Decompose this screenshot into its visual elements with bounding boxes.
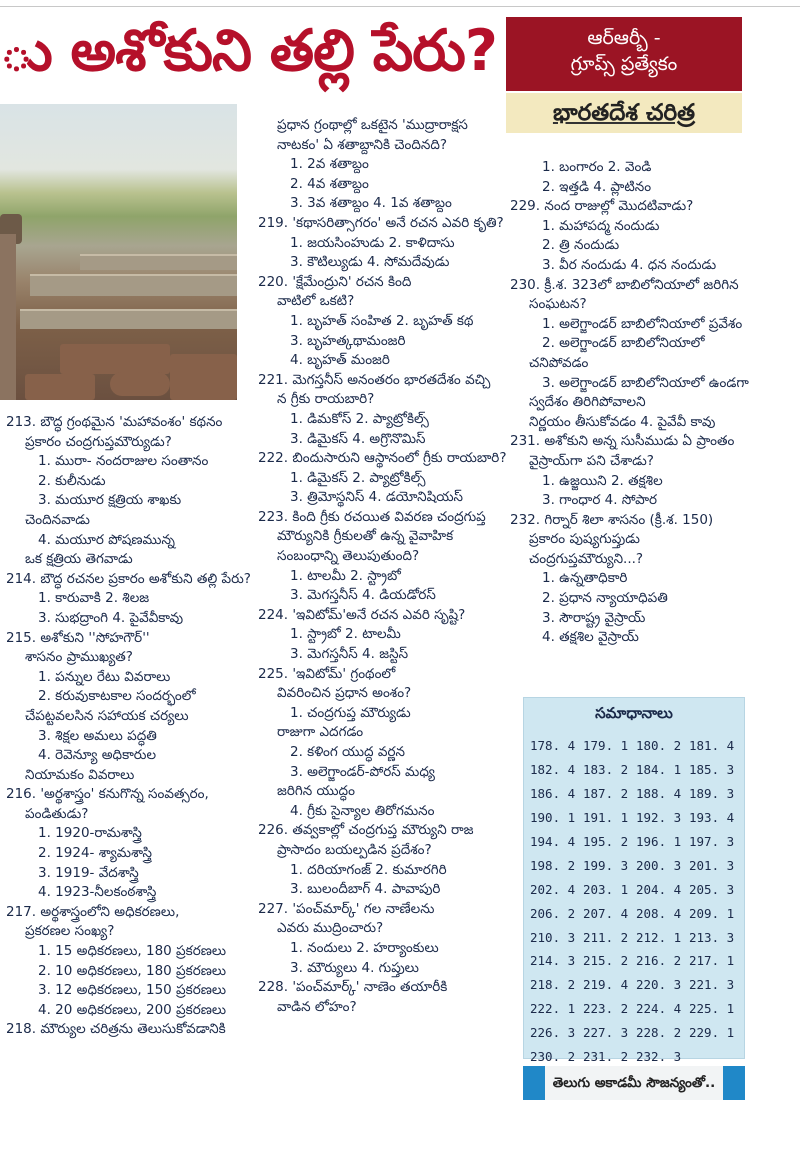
answer-cell: 221. 3 bbox=[689, 977, 735, 993]
answer-cell bbox=[689, 1045, 734, 1069]
answer-cell: 191. 1 bbox=[583, 810, 629, 826]
option-line: 3. 3వ శతాబ్దం 4. 1వ శతాబ్దం bbox=[290, 195, 452, 212]
option-line: 3. మెగస్తనీస్ 4. జస్టిస్ bbox=[290, 646, 409, 663]
text-line: శాసనం ప్రాముఖ్యత? bbox=[25, 649, 133, 666]
answer-cell: 196. 1 bbox=[636, 834, 682, 849]
option-line: 4. 1923-నీలకంఠశాస్త్రి bbox=[38, 884, 157, 901]
text-line: నాటకం' ఏ శతాబ్దానికి చెందినది? bbox=[277, 136, 448, 153]
question-line: 223. కింది గ్రీకు రచయిత వివరణ చంద్రగుప్త bbox=[258, 508, 486, 525]
option-line: 3. సౌరాష్ట్ర వైస్రాయ్ bbox=[542, 609, 646, 626]
answer-cell: 227. 3 bbox=[583, 1025, 629, 1041]
option-line: 1. అలెగ్జాండర్ బాబిలోనియాలో ప్రవేశం bbox=[542, 315, 743, 332]
text-line: ఎవరు ముద్రించారు? bbox=[277, 920, 384, 937]
answer-cell: 216. 2 bbox=[636, 953, 682, 969]
option-line: 3. 1919- వేదశాస్త్రి bbox=[38, 864, 139, 881]
option-line: 3. శిక్షల అమలు పద్ధతి bbox=[38, 727, 157, 744]
text-line: వాడిన లోహం? bbox=[277, 998, 357, 1015]
category-badge bbox=[506, 17, 742, 91]
option-line: 3. అలెగ్జాండర్ బాబిలోనియాలో ఉండగా bbox=[542, 374, 749, 391]
option-line: 3. మౌర్యులు 4. గుప్తులు bbox=[290, 959, 419, 976]
option-line: 1. దరియాగంజ్ 2. కుమారగిరి bbox=[290, 861, 447, 878]
question-line: 222. బిందుసారుని ఆస్థానంలో గ్రీకు రాయబారి? bbox=[258, 450, 507, 467]
option-line: 2. త్రి నందుడు bbox=[542, 237, 620, 254]
answer-row bbox=[530, 973, 734, 997]
answer-cell: 200. 3 bbox=[636, 857, 682, 873]
question-column-1 bbox=[6, 413, 251, 1040]
option-line: 4. తక్షశిల వైస్రాయ్ bbox=[542, 629, 639, 646]
answer-row bbox=[530, 782, 734, 806]
text-line: ప్రాసాదం బయల్పడిన ప్రదేశం? bbox=[277, 841, 432, 858]
option-line: 1. టాలమీ 2. స్ట్రాబో bbox=[290, 567, 401, 584]
option-line: 1. మురా- నందరాజుల సంతానం bbox=[38, 453, 209, 470]
answer-cell: 206. 2 bbox=[530, 905, 576, 921]
answer-cell: 213. 3 bbox=[689, 929, 735, 945]
text-line: పండితుడు? bbox=[25, 805, 89, 822]
option-line: 4. రెవెన్యూ అధికారుల bbox=[38, 747, 157, 764]
text-line: మౌర్యునికి గ్రీకులతో ఉన్న వైవాహిక bbox=[277, 528, 454, 545]
answer-cell: 210. 3 bbox=[530, 929, 576, 945]
answer-cell: 201. 3 bbox=[689, 857, 735, 873]
option-line: 2. 10 అధికరణలు, 180 ప్రకరణలు bbox=[38, 962, 227, 979]
question-line: 225. 'ఇవిటోమ్' గ్రంథంలో bbox=[258, 665, 396, 682]
text-line: జరిగిన యుద్ధం bbox=[277, 783, 355, 800]
answer-cell: 211. 2 bbox=[583, 929, 629, 945]
answer-cell: 181. 4 bbox=[689, 738, 735, 754]
answer-cell: 192. 3 bbox=[636, 810, 682, 826]
option-line: 1. ఉజ్జయిని 2. తక్షశిల bbox=[542, 472, 663, 489]
question-column-3 bbox=[510, 158, 749, 648]
answer-cell: 190. 1 bbox=[530, 810, 576, 826]
option-line: 1. మహాపద్మ నందుడు bbox=[542, 217, 660, 234]
answer-cell: 230. 2 bbox=[530, 1049, 576, 1065]
option-line: 1. 2వ శతాబ్దం bbox=[290, 156, 369, 173]
answer-cell: 197. 3 bbox=[689, 834, 735, 849]
option-line: 2. కరువుకాటకాల సందర్భంలో bbox=[38, 688, 196, 705]
answer-cell: 203. 1 bbox=[583, 881, 629, 897]
answer-cell: 214. 3 bbox=[530, 953, 576, 969]
option-line: 2. ఇత్తడి 4. ప్లాటినం bbox=[542, 178, 652, 195]
option-line: 3. అలెగ్జాండర్-పోరస్ మధ్య bbox=[290, 763, 435, 780]
text-line: చెందినవాడు bbox=[25, 511, 90, 528]
question-line: 219. 'కథాసరిత్సాగరం' అనే రచన ఎవరి కృతి? bbox=[258, 214, 504, 231]
question-column-2 bbox=[258, 116, 506, 1017]
answer-cell: 208. 4 bbox=[636, 905, 682, 921]
answer-cell: 186. 4 bbox=[530, 786, 576, 802]
text-line: చంద్రగుప్తమౌర్యుని...? bbox=[529, 550, 644, 567]
answer-cell: 204. 4 bbox=[636, 881, 682, 897]
answer-row bbox=[530, 853, 734, 877]
answer-row bbox=[530, 997, 734, 1021]
answer-cell: 184. 1 bbox=[636, 762, 682, 778]
answer-cell: 188. 4 bbox=[636, 786, 682, 802]
option-line: 3. బులందీబాగ్ 4. పావాపురి bbox=[290, 881, 441, 898]
text-line: నిర్ణయం తీసుకోవడం 4. పైవేవీ కావు bbox=[529, 413, 716, 430]
option-line: 1. ఉన్నతాధికారి bbox=[542, 570, 628, 587]
question-line: 229. నంద రాజుల్లో మొదటివాడు? bbox=[510, 198, 694, 215]
option-line: 1. 1920-రామశాస్త్రి bbox=[38, 825, 142, 842]
answer-cell: 209. 1 bbox=[689, 905, 735, 921]
answer-cell: 189. 3 bbox=[689, 786, 735, 802]
answer-row bbox=[530, 758, 734, 782]
answer-cell: 229. 1 bbox=[689, 1025, 735, 1041]
option-line: 1. బంగారం 2. వెండి bbox=[542, 159, 652, 175]
answer-cell: 182. 4 bbox=[530, 762, 576, 778]
answer-cell: 180. 2 bbox=[636, 738, 682, 754]
text-line: ఒక క్షత్రియ తెగవాడు bbox=[25, 551, 133, 568]
answer-cell: 195. 2 bbox=[583, 834, 629, 849]
answer-cell: 178. 4 bbox=[530, 738, 576, 754]
text-line: చనిపోవడం bbox=[529, 354, 589, 371]
top-rule bbox=[0, 6, 800, 7]
answer-cell: 205. 3 bbox=[689, 881, 735, 897]
option-line: 3. మెగస్తనీస్ 4. డియడోరస్ bbox=[290, 587, 436, 604]
answer-row bbox=[530, 901, 734, 925]
answer-cell: 219. 4 bbox=[583, 977, 629, 993]
option-line: 4. 20 అధికరణలు, 200 ప్రకరణలు bbox=[38, 1001, 227, 1018]
answer-cell: 218. 2 bbox=[530, 977, 576, 993]
option-line: 2. అలెగ్జాండర్ బాబిలోనియాలో bbox=[542, 335, 705, 352]
option-line: 3. సుభద్రాంగి 4. పైవేవీకావు bbox=[38, 609, 184, 626]
question-line: 216. 'అర్థశాస్త్రం' కనుగొన్న సంవత్సరం, bbox=[6, 786, 209, 803]
question-line: 215. అశోకుని ''సోహగౌర్'' bbox=[6, 629, 150, 646]
option-line: 1. చంద్రగుప్త మౌర్యుడు bbox=[290, 704, 411, 721]
text-line: చేపట్టవలసిన సహాయక చర్యలు bbox=[25, 707, 189, 724]
question-line: 217. అర్థశాస్త్రంలోని అధికరణలు, bbox=[6, 903, 180, 920]
option-line: 2. 1924- శ్యామశాస్త్రి bbox=[38, 845, 153, 862]
question-line: 232. గిర్నార్ శిలా శాసనం (క్రీ.శ. 150) bbox=[510, 511, 714, 528]
text-line: ప్రకారం పుష్యగుప్తుడు bbox=[529, 531, 640, 548]
answer-cell: 202. 4 bbox=[530, 881, 576, 897]
text-line: స్వదేశం తిరిగిపోవాలని bbox=[529, 394, 646, 411]
option-line: 1. కారువాకి 2. శిలజ bbox=[38, 590, 150, 607]
answer-row bbox=[530, 949, 734, 973]
answer-cell: 232. 3 bbox=[636, 1049, 682, 1065]
question-line: 230. క్రీ.శ. 323లో బాబిలోనియాలో జరిగిన bbox=[510, 276, 739, 293]
answer-row bbox=[530, 734, 734, 758]
text-line: సంఘటన? bbox=[529, 296, 587, 313]
answer-cell: 215. 2 bbox=[583, 953, 629, 969]
text-line: రాజుగా ఎదగడం bbox=[277, 724, 364, 741]
answer-cell: 199. 3 bbox=[583, 857, 629, 873]
answer-row bbox=[530, 877, 734, 901]
answer-cell: 183. 2 bbox=[583, 762, 629, 778]
answer-cell: 193. 4 bbox=[689, 810, 735, 826]
option-line: 3. గాంధార 4. సోపార bbox=[542, 492, 658, 509]
option-line: 1. డిమకోస్ 2. ప్యాట్రోకిల్స్ bbox=[290, 410, 429, 427]
option-line: 1. స్ట్రాబో 2. టాలమీ bbox=[290, 626, 401, 643]
answer-cell: 207. 4 bbox=[583, 905, 629, 921]
answer-cell: 217. 1 bbox=[689, 953, 735, 969]
option-line: 1. 15 అధికరణలు, 180 ప్రకరణలు bbox=[38, 943, 227, 960]
answers-box bbox=[523, 697, 745, 1065]
answer-cell: 223. 2 bbox=[583, 1001, 629, 1017]
answers-title: సమాధానాలు bbox=[595, 704, 673, 722]
option-line: 1. పన్నుల రేటు వివరాలు bbox=[38, 668, 171, 685]
answer-row bbox=[530, 830, 734, 854]
option-line: 1. బృహత్ సంహిత 2. బృహత్ కథ bbox=[290, 312, 474, 329]
question-line: 218. మౌర్యుల చరిత్రను తెలుసుకోవడానికి bbox=[6, 1021, 226, 1038]
text-line: వైస్రాయ్‌గా పని చేశాడు? bbox=[529, 452, 654, 469]
answers-table bbox=[530, 734, 734, 1068]
answer-cell: 198. 2 bbox=[530, 857, 576, 873]
text-line: న గ్రీకు రాయబారి? bbox=[277, 391, 375, 408]
text-line: వివరించిన ప్రధాన అంశం? bbox=[277, 685, 412, 702]
option-line: 3. కౌటిల్యుడు 4. సోమదేవుడు bbox=[290, 254, 450, 271]
answer-cell: 224. 4 bbox=[636, 1001, 682, 1017]
text-line: ప్రకారం చంద్రగుప్తమౌర్యుడు? bbox=[25, 433, 172, 450]
question-line: 224. 'ఇవిటోమ్'అనే రచన ఎవరి సృష్టి? bbox=[258, 606, 466, 623]
option-line: 2. కళింగ యుద్ధ వర్ణన bbox=[290, 744, 405, 760]
footer-left-bar bbox=[523, 1066, 545, 1100]
footer-text: తెలుగు అకాడమీ సౌజన్యంతో.. bbox=[552, 1075, 716, 1091]
option-line: 1. డిమైకస్ 2. ప్యాట్రోకిల్స్ bbox=[290, 469, 426, 486]
answer-cell: 212. 1 bbox=[636, 929, 682, 945]
option-line: 3. బృహత్కథామంజరి bbox=[290, 332, 406, 349]
question-line: 228. 'పంచ్‌మార్క్' నాణెం తయారీకి bbox=[258, 979, 448, 996]
text-line: ప్రకరణల సంఖ్య? bbox=[25, 923, 115, 940]
option-line: 3. వీర నందుడు 4. ధన నందుడు bbox=[542, 256, 717, 273]
option-line: 4. మయూర పోషణమున్న bbox=[38, 531, 175, 548]
option-line: 1. జయసింహుడు 2. కాళిదాసు bbox=[290, 234, 455, 251]
question-line: 226. తవ్వకాల్లో చంద్రగుప్త మౌర్యుని రాజ bbox=[258, 822, 474, 839]
answer-cell: 185. 3 bbox=[689, 762, 735, 778]
answer-cell: 228. 2 bbox=[636, 1025, 682, 1041]
option-line: 3. మయూర క్షత్రియ శాఖకు bbox=[38, 492, 182, 509]
answer-row bbox=[530, 1045, 734, 1069]
answer-row bbox=[530, 806, 734, 830]
option-line: 1. నందులు 2. హర్యాంకులు bbox=[290, 939, 439, 956]
option-line: 3. డిమైకస్ 4. అగ్రొనొమిస్ bbox=[290, 430, 426, 447]
question-line: 221. మెగస్తనీస్ అనంతరం భారతదేశం వచ్చి bbox=[258, 371, 491, 388]
text-line: నియామకం వివరాలు bbox=[25, 766, 135, 783]
option-line: 3. త్రిమోస్థనిస్ 4. డయోనిషియస్ bbox=[290, 489, 464, 506]
section-title: భారతదేశ చరిత్ర bbox=[506, 93, 742, 133]
footer-right-bar bbox=[723, 1066, 745, 1100]
option-line: 4. బృహత్ మంజరి bbox=[290, 352, 390, 369]
courtesy-footer bbox=[523, 1066, 745, 1100]
question-line: 231. అశోకుని అన్న సుసీముడు ఏ ప్రాంతం bbox=[510, 433, 735, 450]
badge-line-1: ఆర్ఆర్బీ - bbox=[587, 27, 661, 49]
text-line: సంబంధాన్ని తెలుపుతుంది? bbox=[277, 548, 420, 565]
answer-row bbox=[530, 1021, 734, 1045]
answer-cell: 220. 3 bbox=[636, 977, 682, 993]
option-line: 2. కులీనుడు bbox=[38, 472, 106, 489]
text-line: వాటిలో ఒకటి? bbox=[277, 293, 355, 310]
question-line: 220. 'క్షేమేంద్రుని' రచన కింది bbox=[258, 273, 412, 290]
answer-cell: 222. 1 bbox=[530, 1001, 576, 1017]
answer-cell: 225. 1 bbox=[689, 1001, 735, 1017]
option-line: 4. గ్రీకు సైన్యాల తిరోగమనం bbox=[290, 802, 435, 819]
question-line: 227. 'పంచ్‌మార్క్' గల నాణేలను bbox=[258, 900, 435, 917]
text-line: ప్రధాన గ్రంథాల్లో ఒకటైన 'ముద్రారాక్షస bbox=[277, 117, 468, 133]
ashoka-pillar-photo bbox=[0, 104, 237, 400]
answer-cell: 226. 3 bbox=[530, 1025, 576, 1041]
answer-cell: 179. 1 bbox=[583, 738, 629, 754]
question-line: 214. బౌద్ధ రచనల ప్రకారం అశోకుని తల్లి పేరు? bbox=[6, 570, 251, 587]
option-line: 2. 4వ శతాబ్దం bbox=[290, 175, 369, 192]
answer-cell: 194. 4 bbox=[530, 834, 576, 849]
question-line: 213. బౌద్ధ గ్రంథమైన 'మహావంశం' కథనం bbox=[6, 414, 223, 430]
option-line: 3. 12 అధికరణలు, 150 ప్రకరణలు bbox=[38, 982, 227, 999]
answer-cell: 231. 2 bbox=[583, 1049, 629, 1065]
answer-row bbox=[530, 925, 734, 949]
option-line: 2. ప్రధాన న్యాయాధిపతి bbox=[542, 590, 668, 607]
badge-line-2: గ్రూప్స్ ప్రత్యేకం bbox=[570, 53, 678, 75]
answer-cell: 187. 2 bbox=[583, 786, 629, 802]
headline: ు అశోకుని తల్లి పేరు? bbox=[0, 18, 497, 84]
